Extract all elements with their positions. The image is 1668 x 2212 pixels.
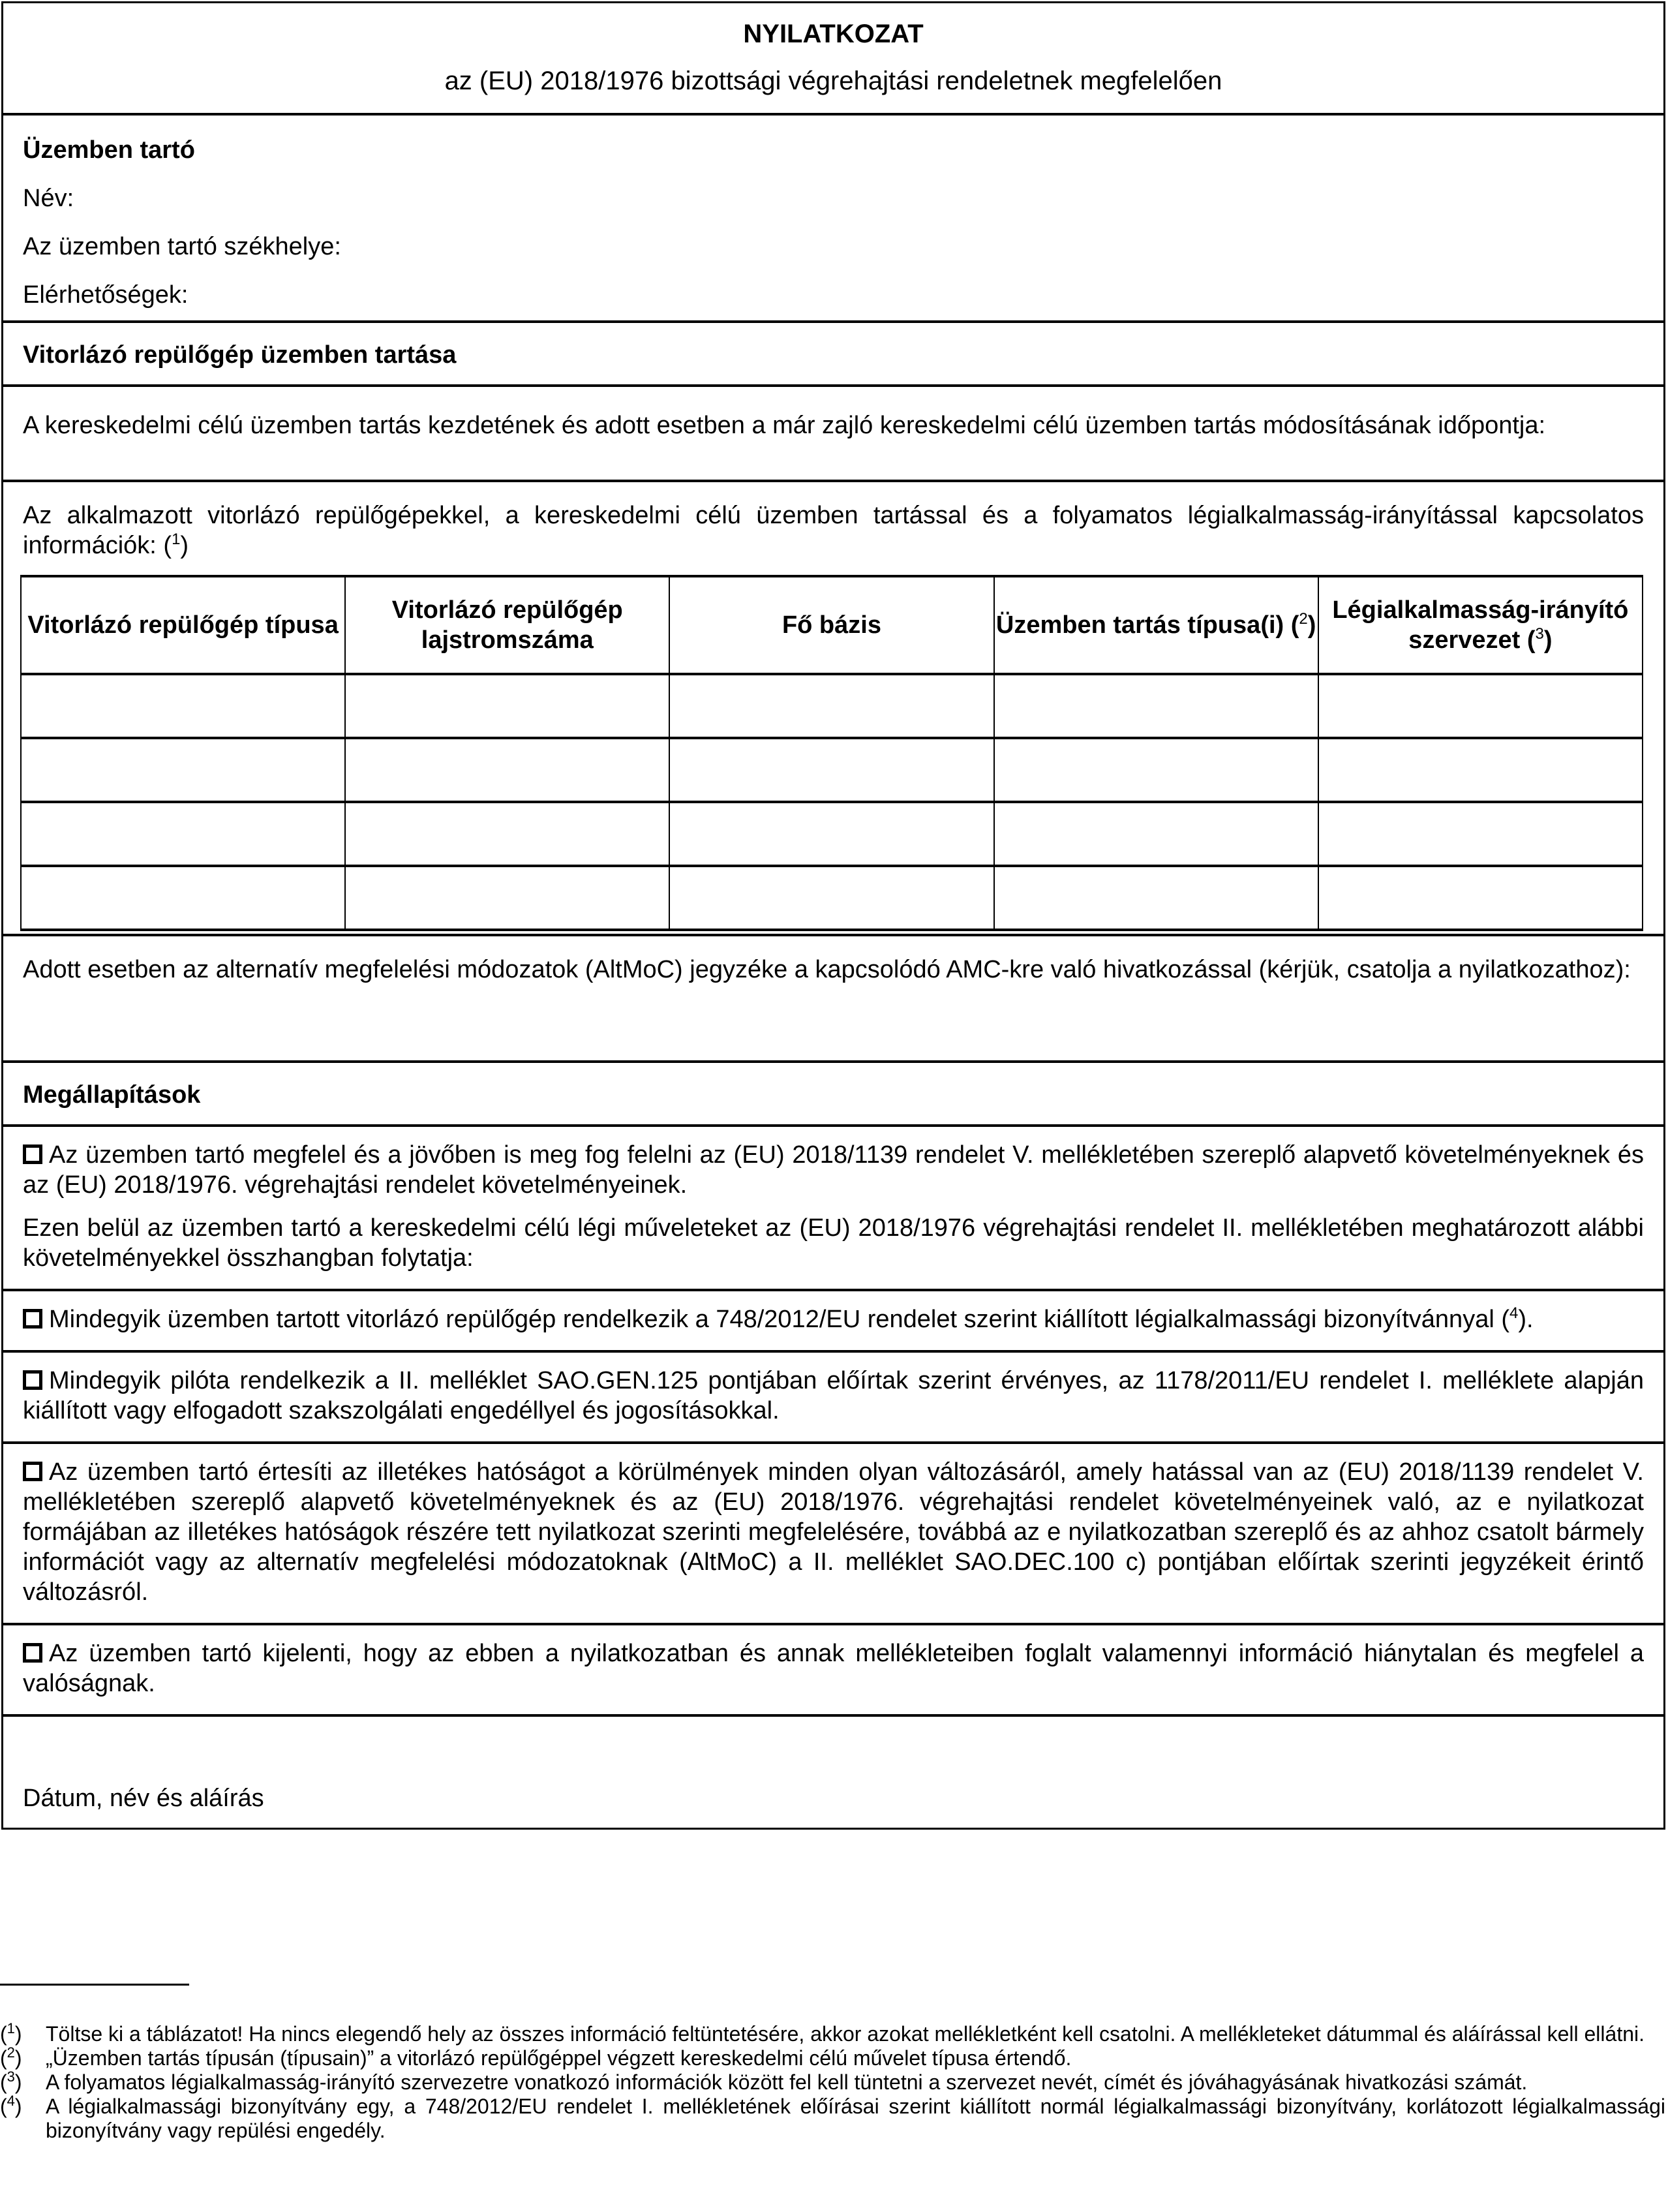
column-header-operation-type: Üzemben tartás típusa(i) ($^2$)	[994, 576, 1318, 674]
footnote-text: „Üzemben tartás típusán (típusain)” a vitorlázó repülőgéppel végzett kereskedelmi célú művelet típusa értendő.	[46, 2046, 1072, 2070]
table-cell[interactable]	[994, 738, 1318, 802]
finding-item-accuracy	[3, 1625, 1663, 1717]
start-date-label: A kereskedelmi célú üzemben tartás kezdetének és adott esetben a már zajló kereskedelmi célú üzemben tartás módosításának időpontja:	[23, 412, 1546, 439]
operator-section	[3, 115, 1663, 323]
checkbox-icon[interactable]	[23, 1643, 42, 1663]
finding-text: Az üzemben tartó értesíti az illetékes hatóságot a körülmények minden olyan változásáról, amely hatással van az (EU) 2018/1139 rendelet V. mellékletében szereplő alapvető követelményeknek és az (EU) 2018/1976. végrehajtási rendelet követelményeinek való, az e nyilatkozat formájában az illetékes hatóságok részére tett nyilatkozat szerinti megfelelésére, továbbá az e nyilatkozatban szereplő és az ahhoz csatolt bármely információt vagy az alternatív megfelelési módozatoknak (AltMoC) a II. melléklet SAO.DEC.100 c) pontjában előírtak szerinti jegyzékeit érintő változásról.	[23, 1458, 1644, 1606]
table-cell[interactable]	[1318, 866, 1643, 930]
operator-name-field[interactable]: Név:	[23, 185, 74, 212]
finding-item-pilot-licence	[3, 1353, 1663, 1444]
footnote-ref[interactable]: 1	[172, 530, 181, 548]
table-cell[interactable]	[21, 674, 345, 738]
finding-text: Mindegyik üzemben tartott vitorlázó repülőgép rendelkezik a 748/2012/EU rendelet szerint kiállított légialkalmassági bizonyítvánnyal (	[49, 1306, 1509, 1333]
table-row	[21, 866, 1643, 930]
table-cell[interactable]	[21, 738, 345, 802]
footnote-ref[interactable]: 4	[1509, 1304, 1519, 1322]
title-section	[3, 3, 1663, 115]
table-row	[21, 674, 1643, 738]
section-heading: Megállapítások	[23, 1081, 201, 1109]
table-cell[interactable]	[994, 674, 1318, 738]
table-cell[interactable]	[1318, 802, 1643, 866]
operator-contacts-field[interactable]: Elérhetőségek:	[23, 281, 189, 309]
table-cell[interactable]	[1318, 738, 1643, 802]
footnote-2: ($^2$) „Üzemben tartás típusán (típusain)” a vitorlázó repülőgéppel végzett kereskedelmi célú művelet típusa értendő.	[0, 2046, 1668, 2070]
finding-text: Az üzemben tartó kijelenti, hogy az ebben a nyilatkozatban és annak mellékleteiben foglalt valamennyi információ hiánytalan és megfelel a valóságnak.	[23, 1640, 1644, 1697]
table-cell[interactable]	[21, 866, 345, 930]
table-cell[interactable]	[21, 802, 345, 866]
section-heading: Vitorlázó repülőgép üzemben tartása	[23, 341, 457, 369]
finding-text: Mindegyik pilóta rendelkezik a II. melléklet SAO.GEN.125 pontjában előírtak szerint érvényes, az 1178/2011/EU rendelet I. melléklete alapján kiállított vagy elfogadott szakszolgálati engedéllyel és jogosításokkal.	[23, 1367, 1644, 1424]
finding-item-notify-changes	[3, 1444, 1663, 1625]
table-cell[interactable]	[345, 674, 669, 738]
start-date-field[interactable]	[3, 387, 1663, 482]
altmoc-field[interactable]	[3, 936, 1663, 1063]
finding-text: Az üzemben tartó megfelel és a jövőben is meg fog felelni az (EU) 2018/1139 rendelet V. mellékletében szereplő alapvető követelményeknek és az (EU) 2018/1976. végrehajtási rendelet követelményeinek.	[23, 1141, 1644, 1199]
table-cell[interactable]	[994, 802, 1318, 866]
page-subtitle: az (EU) 2018/1976 bizottsági végrehajtási rendeletnek megfelelően	[444, 67, 1222, 95]
table-cell[interactable]	[994, 866, 1318, 930]
checkbox-icon[interactable]	[23, 1144, 42, 1164]
operator-seat-field[interactable]: Az üzemben tartó székhelye:	[23, 233, 341, 260]
footnote-4: ($^4$) A légialkalmassági bizonyítvány egy, a 748/2012/EU rendelet I. mellékletének előírásai szerint kiállított normál légialkalmassági bizonyítvány, korlátozott légialkalmassági bizonyítvány vagy repülési engedély.	[0, 2095, 1668, 2143]
glider-operation-heading	[3, 323, 1663, 387]
table-row	[21, 738, 1643, 802]
aircraft-info-label: Az alkalmazott vitorlázó repülőgépekkel, a kereskedelmi célú üzemben tartással és a folyamatos légialkalmasság-irányítással kapcsolatos információk: ($^1$)	[23, 502, 1644, 559]
altmoc-label: Adott esetben az alternatív megfelelési módozatok (AltMoC) jegyzéke a kapcsolódó AMC-kre való hivatkozással (kérjük, csatolja a nyilatkozathoz):	[23, 956, 1631, 983]
table-cell[interactable]	[1318, 674, 1643, 738]
table-cell[interactable]	[669, 738, 993, 802]
aircraft-table	[20, 575, 1643, 931]
checkbox-icon[interactable]	[23, 1462, 42, 1481]
finding-item-compliance	[3, 1127, 1663, 1291]
footnote-ref[interactable]: 2	[1299, 610, 1308, 628]
aircraft-info-section	[3, 482, 1663, 936]
table-cell[interactable]	[345, 866, 669, 930]
finding-item-airworthiness: Mindegyik üzemben tartott vitorlázó repülőgép rendelkezik a 748/2012/EU rendelet szerint kiállított légialkalmassági bizonyítvánnyal ($^4$).	[3, 1291, 1663, 1353]
column-header-glider-type: Vitorlázó repülőgép típusa	[21, 576, 345, 674]
table-cell[interactable]	[669, 802, 993, 866]
table-cell[interactable]	[345, 738, 669, 802]
footnote-ref[interactable]: 3	[1535, 625, 1544, 643]
footnotes	[0, 1984, 1668, 2143]
table-row	[21, 802, 1643, 866]
checkbox-icon[interactable]	[23, 1309, 42, 1329]
footnote-divider	[0, 1984, 189, 1986]
signature-field[interactable]	[3, 1717, 1663, 1828]
footnote-text: A légialkalmassági bizonyítvány egy, a 748/2012/EU rendelet I. mellékletének előírásai szerint kiállított normál légialkalmassági bizonyítvány, korlátozott légialkalmassági bizonyítvány vagy repülési engedély.	[46, 2095, 1665, 2142]
column-header-main-base: Fő bázis	[669, 576, 993, 674]
checkbox-icon[interactable]	[23, 1370, 42, 1390]
page-title: NYILATKOZAT	[743, 20, 924, 48]
footnote-1: ($^1$) Töltse ki a táblázatot! Ha nincs elegendő hely az összes információ feltüntetésére, akkor azokat mellékletként kell csatolni. A mellékleteket dátummal és aláírással kell ellátni.	[0, 2022, 1668, 2046]
findings-heading	[3, 1063, 1663, 1127]
declaration-form	[1, 1, 1665, 1830]
footnote-text: A folyamatos légialkalmasság-irányító szervezetre vonatkozó információk között fel kell tüntetni a szervezet nevét, címét és jóváhagyásának hivatkozási számát.	[46, 2070, 1528, 2094]
table-cell[interactable]	[345, 802, 669, 866]
footnote-3: ($^3$) A folyamatos légialkalmasság-irányító szervezetre vonatkozó információk között fel kell tüntetni a szervezet nevét, címét és jóváhagyásának hivatkozási számát.	[0, 2070, 1668, 2095]
operator-heading: Üzemben tartó	[23, 136, 195, 164]
finding-extra-text: Ezen belül az üzemben tartó a kereskedelmi célú légi műveleteket az (EU) 2018/1976 végrehajtási rendelet II. mellékletében meghatározott alábbi követelményekkel összhangban folytatja:	[23, 1214, 1644, 1272]
table-header-row	[21, 576, 1643, 674]
signature-label: Dátum, név és aláírás	[23, 1785, 264, 1812]
column-header-camo: Légialkalmasság-irányító szervezet ($^3$)	[1318, 576, 1643, 674]
column-header-registration: Vitorlázó repülőgép lajstromszáma	[345, 576, 669, 674]
table-cell[interactable]	[669, 866, 993, 930]
table-cell[interactable]	[669, 674, 993, 738]
footnote-text: Töltse ki a táblázatot! Ha nincs elegendő hely az összes információ feltüntetésére, akkor azokat mellékletként kell csatolni. A mellékleteket dátummal és aláírással kell ellátni.	[46, 2022, 1645, 2046]
